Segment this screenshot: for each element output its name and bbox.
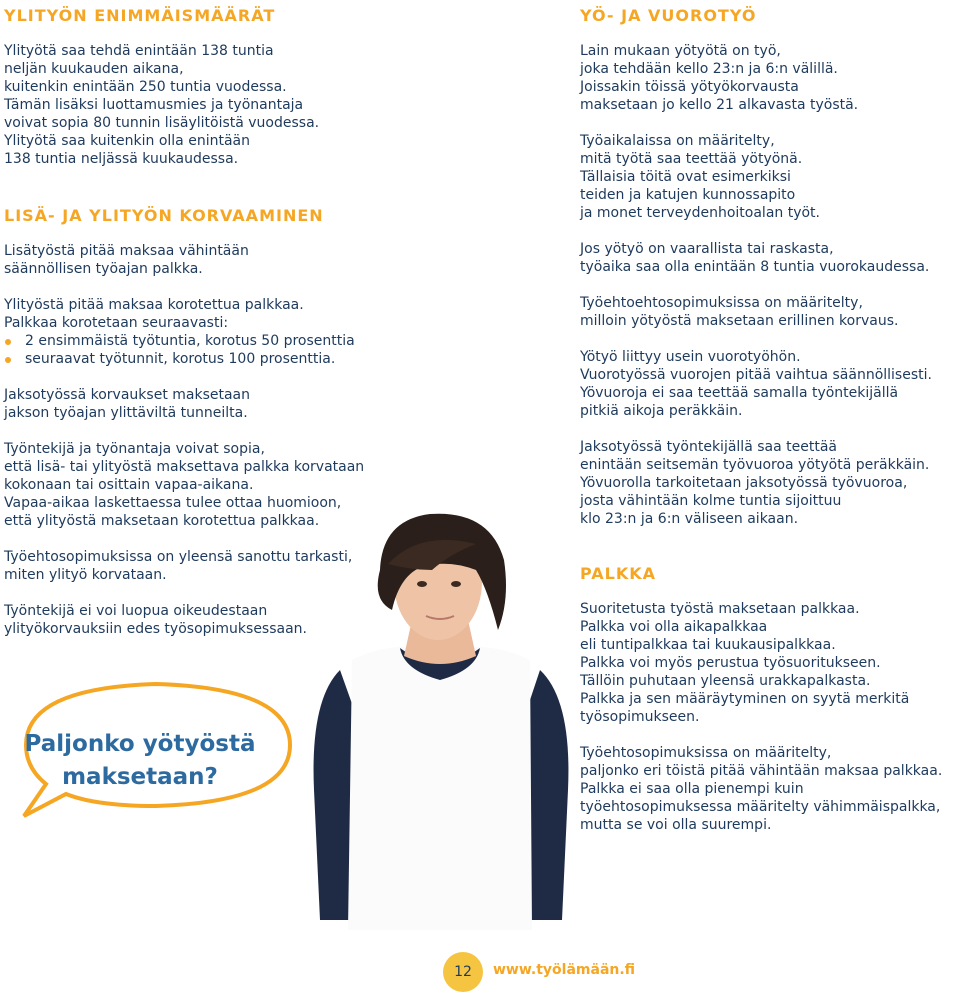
time-off-agreement-text: Työntekijä ja työnantaja voivat sopia, että lisä- tai ylityöstä maksettava palkka korvataan kokonaan tai osittain vapaa-aikana. Vapaa-aikaa laskettaessa tulee ottaa huomioon, että ylityöstä maksetaan korotettua palkkaa.: [4, 441, 365, 529]
bullet-dot-icon: [5, 339, 11, 345]
salary-text: Suoritetusta työstä maksetaan palkkaa. Palkka voi olla aikapalkkaa eli tuntipalkkaa tai kuukausipalkkaa. Palkka voi myös perustua työsuoritukseen. Tällöin puhutaan yleensä urakkapalkasta. Palkka ja sen määräytyminen on syytä merkitä työsopimukseen.: [580, 601, 910, 725]
dangerous-night-work-text: Jos yötyö on vaarallista tai raskasta, työaika saa olla enintään 8 tuntia vuorokaudessa.: [580, 241, 930, 275]
period-night-shift-text: Jaksotyössä työntekijällä saa teettää enintään seitsemän työvuoroa yötyötä peräkkäin. Yövuorolla tarkoitetaan jaksotyössä työvuoroa, josta vähintään kolme tuntia sijoittuu klo 23:n ja 6:n väliseen aikaan.: [580, 439, 930, 527]
night-shift-heading: YÖ- JA VUOROTYÖ: [580, 6, 757, 25]
overtime-limits-text: Ylityötä saa tehdä enintään 138 tuntia neljän kuukauden aikana, kuitenkin enintään 250 tuntia vuodessa. Tämän lisäksi luottamusmies ja työnantaja voivat sopia 80 tunnin lisäylitöistä vuodessa. Ylityötä saa kuitenkin olla enintään 138 tuntia neljässä kuukaudessa.: [4, 43, 320, 167]
night-work-definition-text: Lain mukaan yötyötä on työ, joka tehdään kello 23:n ja 6:n välillä. Joissakin töissä yötyökorvausta maksetaan jo kello 21 alkavasta työstä.: [580, 43, 859, 113]
bubble-question: Paljonko yötyöstä maksetaan?: [24, 731, 256, 790]
night-compensation-text: Työehtoehtosopimuksissa on määritelty, milloin yötyöstä maksetaan erillinen korvaus.: [580, 295, 899, 329]
list-item: seuraavat työtunnit, korotus 100 prosenttia.: [4, 350, 404, 368]
overtime-raise-list: [4, 332, 404, 368]
collective-agreement-text: Työehtosopimuksissa on yleensä sanottu tarkasti, miten ylityö korvataan.: [4, 549, 353, 583]
additional-work-text: Lisätyöstä pitää maksaa vähintään säännöllisen työajan palkka.: [4, 243, 249, 277]
overtime-limits-heading: YLITYÖN ENIMMÄISMÄÄRÄT: [4, 6, 276, 25]
right-to-compensation-text: Työntekijä ei voi luopua oikeudestaan ylityökorvauksiin edes työsopimuksessaan.: [4, 603, 308, 637]
bullet-dot-icon: [5, 357, 11, 363]
shift-work-text: Yötyö liittyy usein vuorotyöhön. Vuorotyössä vuorojen pitää vaihtua säännöllisesti. Yövuoroja ei saa teettää samalla työntekijällä pitkiä aikoja peräkkäin.: [580, 349, 932, 419]
overtime-pay-text: Ylityöstä pitää maksaa korotettua palkkaa. Palkkaa korotetaan seuraavasti:: [4, 297, 304, 331]
salary-heading: PALKKA: [580, 564, 657, 583]
overtime-compensation-heading: LISÄ- JA YLITYÖN KORVAAMINEN: [4, 206, 324, 225]
minimum-salary-text: Työehtosopimuksissa on määritelty, paljonko eri töistä pitää vähintään maksaa palkkaa. Palkka ei saa olla pienempi kuin työehtosopimuksessa määritelty vähimmäispalkka, mutta se voi olla suurempi.: [580, 745, 943, 833]
list-item: 2 ensimmäistä työtuntia, korotus 50 prosenttia: [4, 332, 404, 350]
night-work-allowed-text: Työaikalaissa on määritelty, mitä työtä saa teettää yötyönä. Tällaisia töitä ovat esimerkiksi teiden ja katujen kunnossapito ja monet terveydenhoitoalan työt.: [580, 133, 820, 221]
website-link[interactable]: www.työlämään.fi: [493, 962, 636, 978]
period-work-text: Jaksotyössä korvaukset maksetaan jakson työajan ylittäviltä tunneilta.: [4, 387, 251, 421]
page-number: 12: [454, 964, 472, 980]
